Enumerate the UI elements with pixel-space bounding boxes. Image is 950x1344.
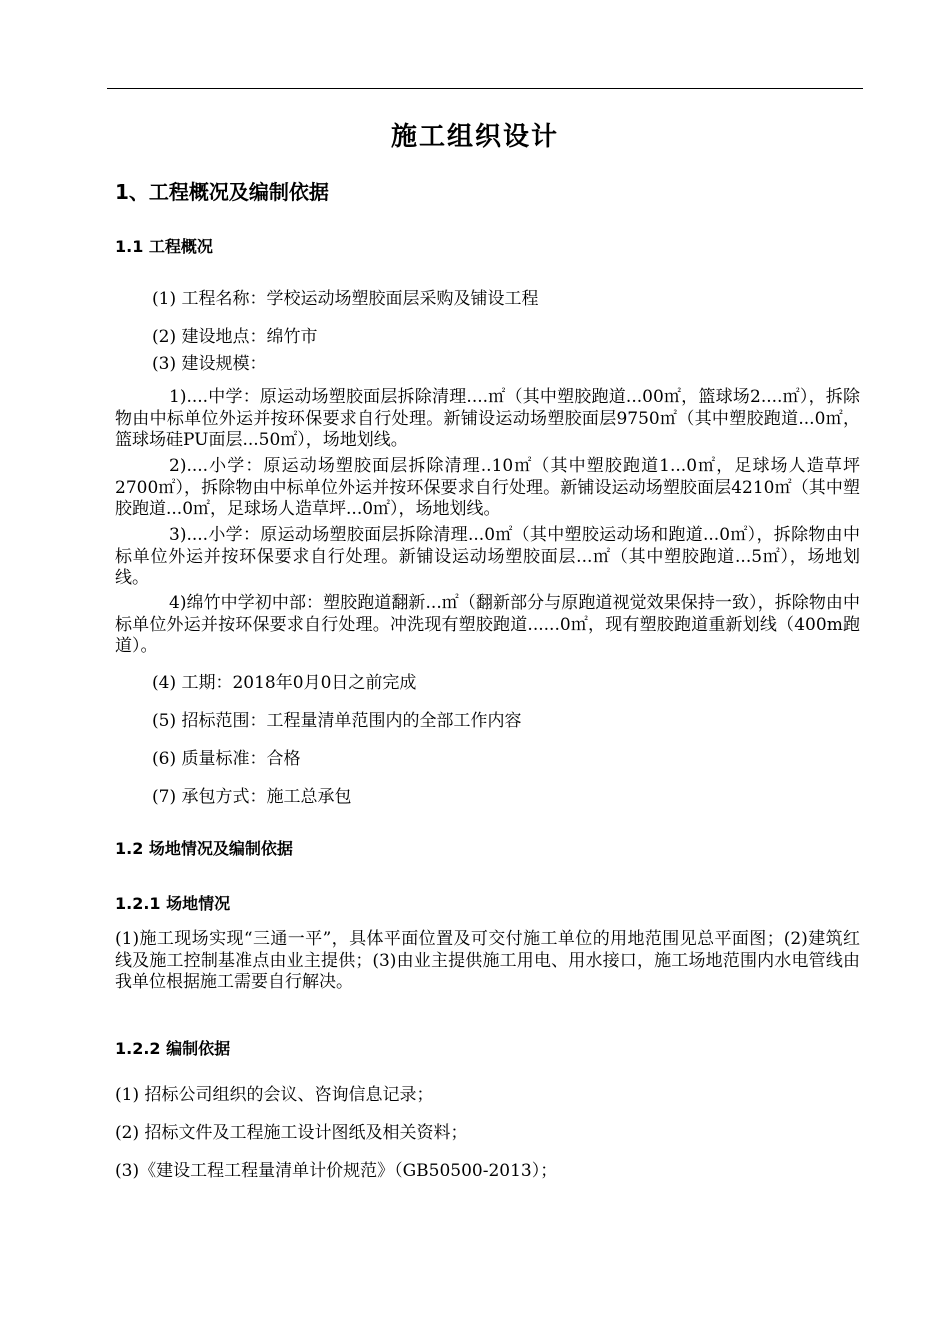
site-conditions-paragraph: (1)施工现场实现“三通一平”，具体平面位置及可交付施工单位的用地范围见总平面图；(2)建筑红线及施工控制基准点由业主提供；(3)由业主提供施工用电、用水接口，施工场地范围内水电管线由我单位根据施工需要自行解决。 [115, 929, 860, 992]
overview-item-duration: (4) 工期：2018年0月0日之前完成 [152, 673, 417, 693]
scale-paragraph-3-text: 3)....小学：原运动场塑胶面层拆除清理...0㎡（其中塑胶运动场和跑道...0㎡），拆除物由中标单位外运并按环保要求自行处理。新铺设运动场塑胶面层...㎡（其中塑胶跑道...5㎡），场地划线。 [115, 525, 860, 588]
scale-paragraph-2-text: 2)....小学：原运动场塑胶面层拆除清理..10㎡（其中塑胶跑道1...0㎡，足球场人造草坪2700㎡），拆除物由中标单位外运并按环保要求自行处理。新铺设运动场塑胶面层4210㎡（其中塑胶跑道...0㎡，足球场人造草坪...0㎡），场地划线。 [115, 456, 860, 519]
section-1-2-heading: 1.2 场地情况及编制依据 [115, 839, 293, 858]
overview-item-quality: (6) 质量标准：合格 [152, 749, 301, 769]
scale-paragraph-1-text: 1)....中学：原运动场塑胶面层拆除清理....㎡（其中塑胶跑道...00㎡，篮球场2....㎡），拆除物由中标单位外运并按环保要求自行处理。新铺设运动场塑胶面层9750㎡（其中塑胶跑道...0㎡，篮球场硅PU面层...50㎡），场地划线。 [115, 387, 860, 450]
basis-item-2: (2) 招标文件及工程施工设计图纸及相关资料； [115, 1123, 468, 1143]
scale-paragraph-4 [115, 593, 860, 659]
scale-paragraph-2 [115, 456, 860, 522]
overview-item-scope: (5) 招标范围：工程量清单范围内的全部工作内容 [152, 711, 522, 731]
scale-paragraph-1 [115, 387, 860, 453]
section-1-2-2-heading: 1.2.2 编制依据 [115, 1039, 231, 1058]
overview-item-scale: (3) 建设规模： [152, 354, 267, 374]
section-1-2-1-heading: 1.2.1 场地情况 [115, 894, 231, 913]
overview-item-location: (2) 建设地点：绵竹市 [152, 327, 318, 347]
document-title: 施工组织设计 [390, 122, 559, 152]
basis-item-1: (1) 招标公司组织的会议、咨询信息记录； [115, 1085, 434, 1105]
basis-item-3: (3)《建设工程工程量清单计价规范》（GB50500-2013）； [115, 1161, 558, 1181]
scale-paragraph-4-text: 4)绵竹中学初中部：塑胶跑道翻新...㎡（翻新部分与原跑道视觉效果保持一致），拆除物由中标单位外运并按环保要求自行处理。冲洗现有塑胶跑道......0㎡，现有塑胶跑道重新划线（400m跑道）。 [115, 593, 860, 656]
section-1-heading: 1、工程概况及编制依据 [115, 180, 329, 204]
section-1-1-heading: 1.1 工程概况 [115, 237, 213, 256]
header-rule [107, 88, 863, 89]
overview-item-contract: (7) 承包方式：施工总承包 [152, 787, 352, 807]
overview-item-project-name: (1) 工程名称：学校运动场塑胶面层采购及铺设工程 [152, 289, 539, 309]
scale-paragraph-3 [115, 525, 860, 591]
